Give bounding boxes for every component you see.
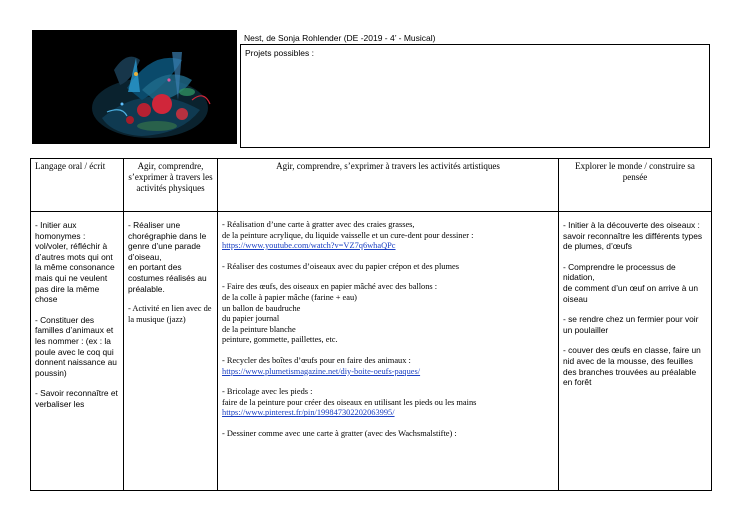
- explorer-item-oiseaux: - Initier à la découverte des oiseaux : savoir reconnaître les différents types de plumes, d’œufs: [563, 220, 703, 252]
- art-item-costumes: - Réaliser des costumes d’oiseaux avec du papier crépon et des plumes: [222, 261, 459, 271]
- film-thumbnail: [32, 30, 237, 144]
- physique-item-musique: - Activité en lien avec de la musique (jazz): [128, 304, 212, 324]
- header-langage: Langage oral / écrit: [31, 159, 124, 212]
- header-activites-physiques: Agir, comprendre, s’exprimer à travers les activités physiques: [124, 159, 218, 212]
- art-item-boites-oeufs: [222, 356, 554, 377]
- film-title: Nest, de Sonja Rohlender (DE -2019 - 4’ - Musical): [244, 33, 436, 43]
- pinterest-link[interactable]: https://www.pinterest.fr/pin/199847302202063995/: [222, 408, 395, 418]
- langage-item-reconnaitre: - Savoir reconnaître et verbaliser les: [35, 388, 118, 409]
- explorer-item-couver: - couver des œufs en classe, faire un nid avec de la mousse, des feuilles des branches trouvées au préalable en forêt: [563, 345, 701, 388]
- cell-activites-physiques: [124, 212, 218, 491]
- youtube-link[interactable]: https://www.youtube.com/watch?v=VZ7q6whaQPc: [222, 241, 396, 251]
- langage-item-familles: - Constituer des familles d’animaux et les nommer : (ex : la poule avec le coq qui donnent naissance au poussin): [35, 314, 117, 378]
- art-item-carte-gratter: [222, 220, 554, 252]
- explorer-item-nidation: - Comprendre le processus de nidation, de comment d’un œuf on arrive à un oiseau: [563, 261, 698, 304]
- cell-langage: [31, 212, 124, 491]
- header-activites-artistiques: Agir, comprendre, s’exprimer à travers les activités artistiques: [218, 159, 559, 212]
- cell-explorer-monde: [559, 212, 712, 491]
- table-body-row: [31, 212, 712, 491]
- art-item-pieds-text: - Bricolage avec les pieds : faire de la peinture pour créer des oiseaux en utilisant les pieds ou les mains: [222, 387, 477, 407]
- langage-item-homonymes: - Initier aux homonymes : vol/voler, réfléchir à d’autres mots qui ont la même consonance mais qui ne veulent pas dire la même chose: [35, 220, 115, 305]
- art-item-dessiner: - Dessiner comme avec une carte à gratter (avec des Wachsmalstifte) :: [222, 428, 457, 438]
- art-item-carte-gratter-text: - Réalisation d’une carte à gratter avec des craies grasses, de la peinture acrylique, du liquide vaisselle et un cure-dent pour dessiner :: [222, 220, 474, 240]
- header-explorer-monde: Explorer le monde / construire sa pensée: [559, 159, 712, 212]
- cell-activites-artistiques: [218, 212, 559, 491]
- table-header-row: [31, 159, 712, 212]
- plumetis-link[interactable]: https://www.plumetismagazine.net/diy-boite-oeufs-paques/: [222, 366, 421, 376]
- art-item-papier-mache: - Faire des œufs, des oiseaux en papier mâché avec des ballons : de la colle à papier mâche (farine + eau) un ballon de baudruche du papier journal de la peinture blanche peinture, gommette, paillettes, etc.: [222, 282, 438, 345]
- projects-box: [240, 44, 710, 148]
- nest-artwork-image: [32, 30, 237, 144]
- projects-label: Projets possibles :: [245, 48, 314, 58]
- art-item-pieds: [222, 387, 554, 419]
- art-item-boites-oeufs-text: - Recycler des boîtes d’œufs pour en faire des animaux :: [222, 355, 411, 365]
- physique-item-choregraphie: - Réaliser une chorégraphie dans le genre d’une parade d’oiseau, en portant des costumes réalisés au préalable.: [128, 220, 207, 294]
- explorer-item-fermier: - se rendre chez un fermier pour voir un poulailler: [563, 314, 699, 335]
- activities-table: [30, 158, 712, 491]
